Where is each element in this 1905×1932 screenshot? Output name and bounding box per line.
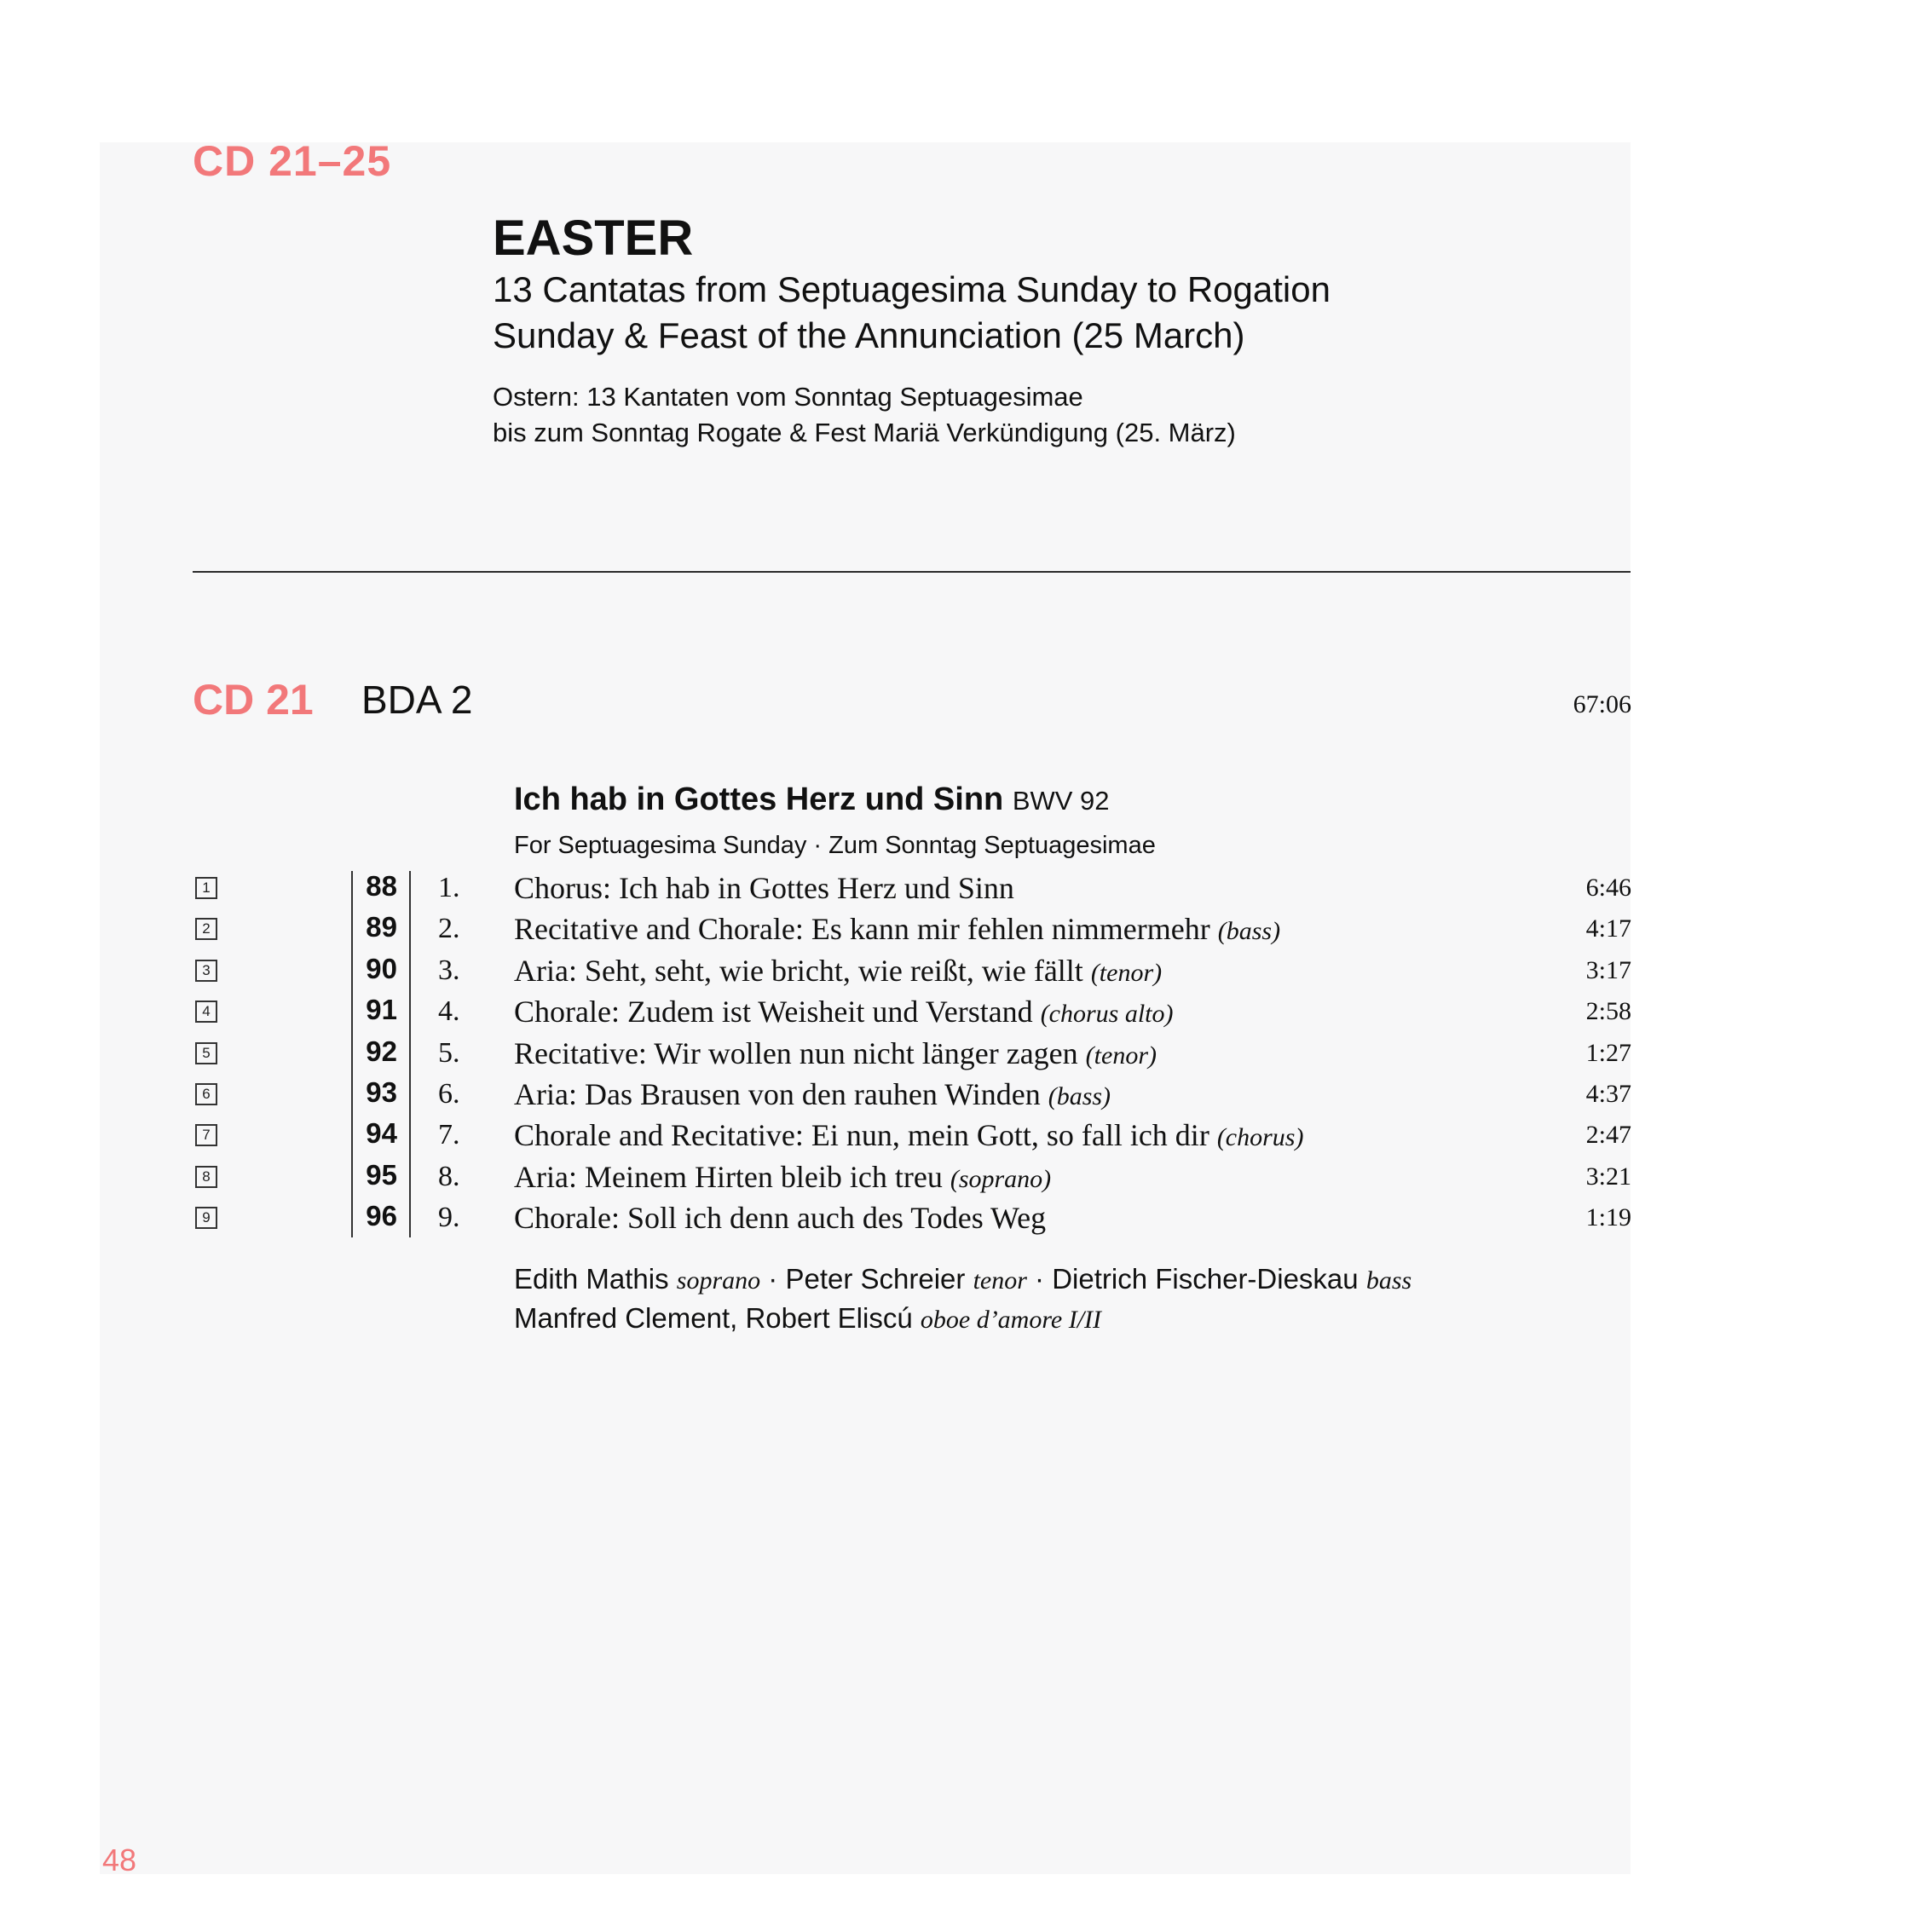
movement-voice: (tenor)	[1090, 959, 1163, 987]
track-duration: 2:58	[1585, 997, 1631, 1025]
track-box-icon: 6	[195, 1083, 217, 1105]
movement-title-text: Chorus: Ich hab in Gottes Herz und Sinn	[514, 871, 1014, 905]
track-number: 94	[366, 1117, 397, 1149]
track-row[interactable]	[0, 1074, 1905, 1115]
movement-title	[514, 1035, 1157, 1071]
movement-title	[514, 1076, 1111, 1112]
movement-number: 1.	[438, 872, 460, 903]
movement-number: 4.	[438, 995, 460, 1027]
total-time: 67:06	[1573, 690, 1631, 718]
movement-voice: (chorus alto)	[1040, 1000, 1174, 1028]
track-box-icon: 5	[195, 1042, 217, 1064]
track-duration: 1:19	[1585, 1203, 1631, 1231]
work-name: Ich hab in Gottes Herz und Sinn	[514, 781, 1004, 817]
movement-title	[514, 1159, 1051, 1195]
performer-role: bass	[1365, 1266, 1412, 1295]
track-box-icon: 9	[195, 1207, 217, 1229]
track-number: 93	[366, 1076, 397, 1108]
subtitle-en-line2: Sunday & Feast of the Annunciation (25 March)	[493, 315, 1245, 355]
track-number: 88	[366, 870, 397, 902]
movement-number: 6.	[438, 1078, 460, 1110]
movement-number: 8.	[438, 1161, 460, 1192]
performer-credits-line2	[514, 1302, 1101, 1335]
subtitle-de-line2: bis zum Sonntag Rogate & Fest Mariä Verkündigung (25. März)	[493, 418, 1236, 447]
movement-title-text: Aria: Das Brausen von den rauhen Winden	[514, 1077, 1041, 1111]
track-number: 91	[366, 994, 397, 1025]
work-occasion: For Septuagesima Sunday · Zum Sonntag Septuagesimae	[514, 832, 1156, 859]
track-duration: 1:27	[1585, 1039, 1631, 1067]
movement-number: 7.	[438, 1119, 460, 1151]
movement-number: 2.	[438, 913, 460, 944]
track-row[interactable]	[0, 991, 1905, 1032]
performer-name: Peter Schreier	[785, 1263, 966, 1295]
track-box-icon: 7	[195, 1124, 217, 1146]
performer-role: tenor	[973, 1266, 1027, 1295]
movement-voice: (tenor)	[1085, 1041, 1157, 1070]
track-duration: 4:17	[1585, 914, 1631, 943]
section-title: EASTER	[493, 211, 694, 266]
movement-title-text: Chorale: Soll ich denn auch des Todes Weg	[514, 1201, 1047, 1235]
track-duration: 6:46	[1585, 874, 1631, 902]
track-row[interactable]	[0, 1115, 1905, 1156]
movement-title-text: Chorale and Recitative: Ei nun, mein Gott, so fall ich dir	[514, 1118, 1209, 1152]
track-row[interactable]	[0, 950, 1905, 991]
performer-name: Dietrich Fischer-Dieskau	[1052, 1263, 1359, 1295]
track-box-icon: 4	[195, 1001, 217, 1023]
movement-title-text: Chorale: Zudem ist Weisheit und Verstand	[514, 995, 1033, 1029]
bda-code: BDA 2	[361, 678, 473, 722]
movement-number: 3.	[438, 954, 460, 986]
track-number: 96	[366, 1200, 397, 1231]
performer-credits-line1	[514, 1263, 1411, 1295]
credit-separator: ·	[1026, 1263, 1053, 1295]
series-code: CD 21–25	[193, 137, 392, 185]
movement-voice: (chorus)	[1216, 1123, 1304, 1151]
track-box-icon: 3	[195, 960, 217, 982]
movement-title-text: Recitative: Wir wollen nun nicht länger zagen	[514, 1036, 1078, 1070]
movement-title	[514, 994, 1174, 1029]
movement-voice: (bass)	[1217, 917, 1281, 945]
performer-role: oboe d’amore I/II	[920, 1306, 1102, 1334]
credit-separator: ·	[760, 1263, 786, 1295]
track-row[interactable]	[0, 868, 1905, 908]
track-duration: 3:17	[1585, 956, 1631, 984]
track-duration: 4:37	[1585, 1080, 1631, 1108]
work-bwv: BWV 92	[1012, 786, 1110, 816]
movement-title	[514, 1117, 1303, 1153]
movement-voice: (soprano)	[950, 1165, 1052, 1193]
track-number: 90	[366, 953, 397, 984]
track-row[interactable]	[0, 908, 1905, 949]
movement-title	[514, 1200, 1046, 1236]
track-number: 89	[366, 911, 397, 943]
performer-name: Edith Mathis	[514, 1263, 669, 1295]
performer-role: soprano	[676, 1266, 761, 1295]
track-number: 92	[366, 1035, 397, 1067]
movement-title-text: Aria: Meinem Hirten bleib ich treu	[514, 1160, 943, 1194]
movement-number: 5.	[438, 1037, 460, 1069]
performer-name: Manfred Clement, Robert Eliscú	[514, 1302, 913, 1334]
subtitle-en-line1: 13 Cantatas from Septuagesima Sunday to Rogation	[493, 269, 1331, 309]
track-row[interactable]	[0, 1156, 1905, 1197]
movement-title-text: Aria: Seht, seht, wie bricht, wie reißt, wie fällt	[514, 954, 1083, 988]
track-number: 95	[366, 1159, 397, 1191]
movement-title	[514, 911, 1280, 947]
track-box-icon: 2	[195, 918, 217, 940]
movement-title-text: Recitative and Chorale: Es kann mir fehlen nimmermehr	[514, 912, 1210, 946]
movement-voice: (bass)	[1048, 1082, 1111, 1110]
track-box-icon: 1	[195, 877, 217, 899]
track-row[interactable]	[0, 1033, 1905, 1074]
track-row[interactable]	[0, 1197, 1905, 1238]
track-duration: 3:21	[1585, 1162, 1631, 1191]
movement-title	[514, 953, 1162, 989]
section-divider	[193, 571, 1631, 573]
subtitle-de-line1: Ostern: 13 Kantaten vom Sonntag Septuagesimae	[493, 382, 1083, 412]
work-title	[514, 781, 1110, 818]
track-duration: 2:47	[1585, 1121, 1631, 1149]
track-box-icon: 8	[195, 1166, 217, 1188]
cd-code: CD 21	[193, 676, 314, 724]
movement-number: 9.	[438, 1202, 460, 1233]
movement-title	[514, 870, 1014, 906]
page-number: 48	[102, 1843, 137, 1877]
